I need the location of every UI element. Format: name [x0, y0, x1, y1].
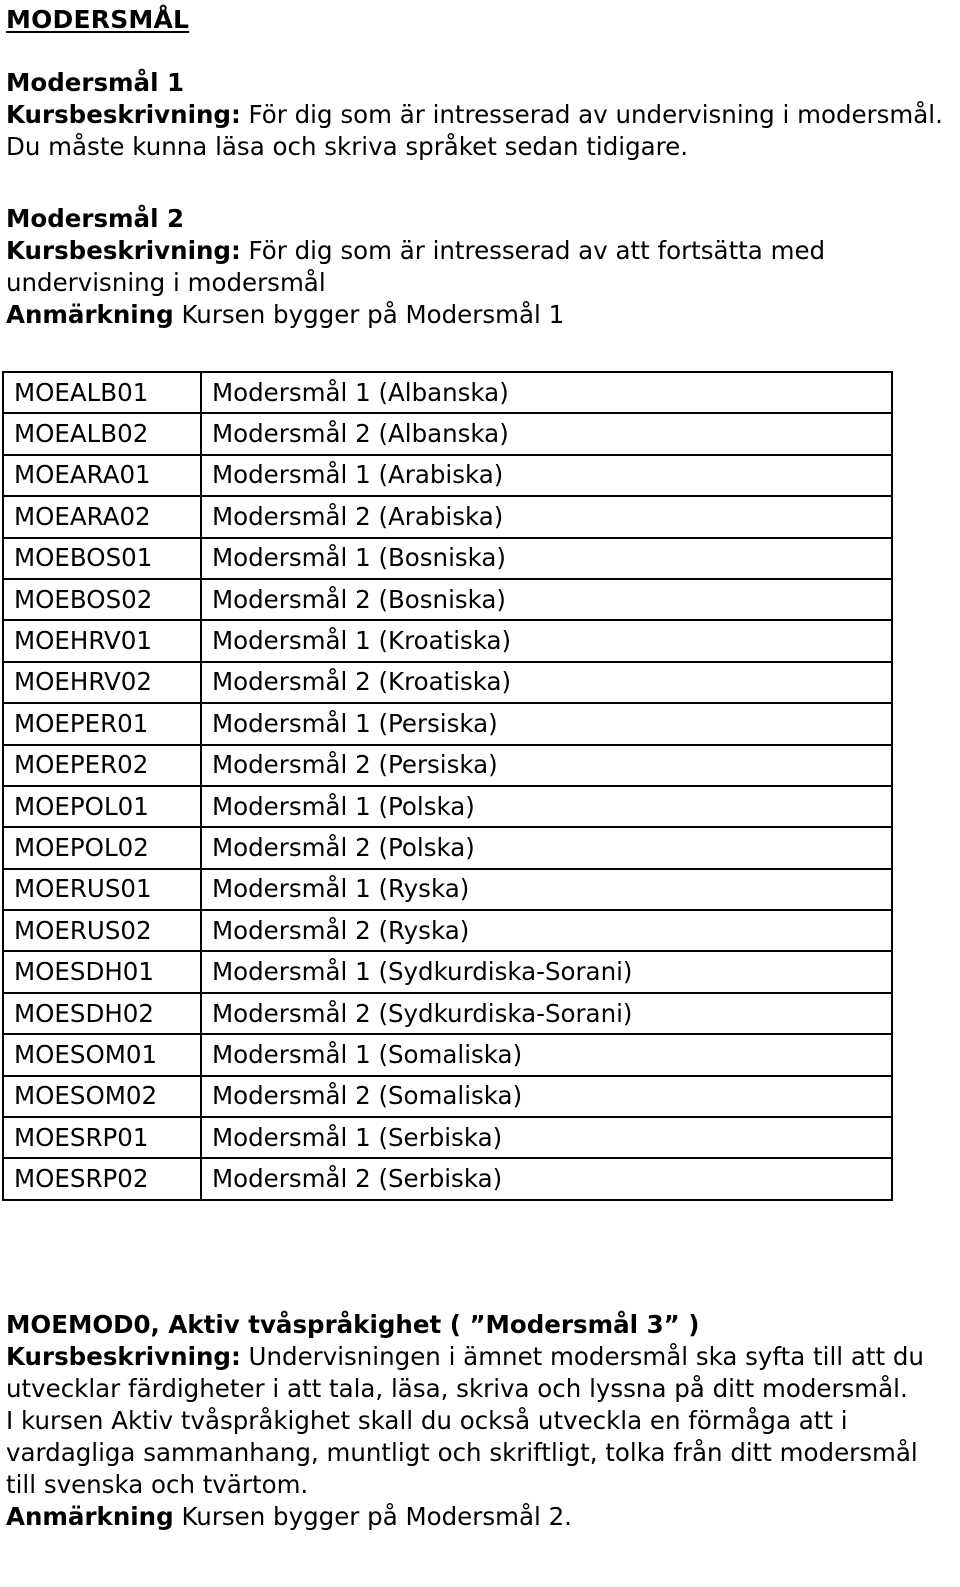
- description-label: Kursbeskrivning:: [6, 100, 241, 129]
- course-name-cell: Modersmål 1 (Kroatiska): [201, 620, 892, 661]
- description-label: Kursbeskrivning:: [6, 236, 241, 265]
- course-name-cell: Modersmål 1 (Polska): [201, 786, 892, 827]
- table-row: [3, 1158, 892, 1199]
- course-code-cell: MOEHRV01: [3, 620, 201, 661]
- table-row: [3, 951, 892, 992]
- course-name-cell: Modersmål 2 (Arabiska): [201, 496, 892, 537]
- document-title: MODERSMÅL: [6, 5, 190, 34]
- note-label: Anmärkning: [6, 300, 174, 329]
- description-text: För dig som är intresserad av att fortsätta med undervisning i modersmål: [6, 236, 826, 297]
- description-text: För dig som är intresserad av undervisning i modersmål. Du måste kunna läsa och skriva språket sedan tidigare.: [6, 100, 943, 161]
- table-row: [3, 703, 892, 744]
- course-name-cell: Modersmål 2 (Somaliska): [201, 1076, 892, 1117]
- course-code-cell: MOEBOS01: [3, 538, 201, 579]
- course-code-cell: MOEBOS02: [3, 579, 201, 620]
- table-row: [3, 496, 892, 537]
- course-name-cell: Modersmål 2 (Persiska): [201, 745, 892, 786]
- course-name-cell: Modersmål 2 (Polska): [201, 827, 892, 868]
- course-code-cell: MOESRP01: [3, 1117, 201, 1158]
- course-name-cell: Modersmål 1 (Arabiska): [201, 455, 892, 496]
- course-name-cell: Modersmål 1 (Sydkurdiska-Sorani): [201, 951, 892, 992]
- course-name-cell: Modersmål 2 (Serbiska): [201, 1158, 892, 1199]
- course-name-cell: Modersmål 1 (Ryska): [201, 869, 892, 910]
- course-code-cell: MOEPOL02: [3, 827, 201, 868]
- course-code-cell: MOEALB02: [3, 413, 201, 454]
- course-name-cell: Modersmål 2 (Ryska): [201, 910, 892, 951]
- table-row: [3, 786, 892, 827]
- table-row: [3, 372, 892, 413]
- table-row: [3, 455, 892, 496]
- course-code-cell: MOESRP02: [3, 1158, 201, 1199]
- table-row: [3, 993, 892, 1034]
- course-code-cell: MOESDH01: [3, 951, 201, 992]
- course-name-cell: Modersmål 1 (Persiska): [201, 703, 892, 744]
- course-code-cell: MOERUS02: [3, 910, 201, 951]
- table-row: [3, 745, 892, 786]
- table-row: [3, 827, 892, 868]
- course-description: [6, 99, 952, 163]
- note-label: Anmärkning: [6, 1502, 174, 1531]
- course-name-cell: Modersmål 1 (Bosniska): [201, 538, 892, 579]
- note-text: Kursen bygger på Modersmål 2.: [173, 1502, 572, 1531]
- course-name-cell: Modersmål 2 (Sydkurdiska-Sorani): [201, 993, 892, 1034]
- course-code-cell: MOESOM01: [3, 1034, 201, 1075]
- heading-modersmal-2: Modersmål 2: [6, 204, 185, 233]
- course-name-cell: Modersmål 2 (Bosniska): [201, 579, 892, 620]
- course-name-cell: Modersmål 2 (Albanska): [201, 413, 892, 454]
- section-modersmal-1: [6, 67, 952, 163]
- table-row: [3, 620, 892, 661]
- table-row: [3, 579, 892, 620]
- table-row: [3, 1117, 892, 1158]
- description-text: Undervisningen i ämnet modersmål ska syfta till att du utvecklar färdigheter i att tala, läsa, skriva och lyssna på ditt modersmål.: [6, 1342, 924, 1403]
- section-modersmal-2: [6, 203, 952, 331]
- heading-modersmal-3: MOEMOD0, Aktiv tvåspråkighet ( ”Modersmål 3” ): [6, 1310, 700, 1339]
- course-name-cell: Modersmål 1 (Serbiska): [201, 1117, 892, 1158]
- course-code-cell: MOERUS01: [3, 869, 201, 910]
- course-code-cell: MOESDH02: [3, 993, 201, 1034]
- course-code-cell: MOEPER02: [3, 745, 201, 786]
- course-table: [2, 371, 893, 1201]
- table-row: [3, 538, 892, 579]
- course-description: [6, 235, 952, 299]
- course-description: [6, 1341, 952, 1405]
- table-row: [3, 413, 892, 454]
- course-code-cell: MOEPOL01: [3, 786, 201, 827]
- table-row: [3, 1034, 892, 1075]
- course-name-cell: Modersmål 2 (Kroatiska): [201, 662, 892, 703]
- course-code-cell: MOEALB01: [3, 372, 201, 413]
- course-code-cell: MOEARA02: [3, 496, 201, 537]
- course-note: [6, 1501, 952, 1533]
- course-code-cell: MOEPER01: [3, 703, 201, 744]
- course-name-cell: Modersmål 1 (Albanska): [201, 372, 892, 413]
- heading-modersmal-1: Modersmål 1: [6, 68, 185, 97]
- course-code-cell: MOESOM02: [3, 1076, 201, 1117]
- table-row: [3, 869, 892, 910]
- table-row: [3, 662, 892, 703]
- course-extra-description: I kursen Aktiv tvåspråkighet skall du också utveckla en förmåga att i vardagliga sammanhang, muntligt och skriftligt, tolka från ditt modersmål till svenska och tvärtom.: [6, 1406, 918, 1499]
- description-label: Kursbeskrivning:: [6, 1342, 241, 1371]
- course-table-body: [3, 372, 892, 1200]
- course-note: [6, 299, 952, 331]
- table-row: [3, 910, 892, 951]
- course-code-cell: MOEHRV02: [3, 662, 201, 703]
- note-text: Kursen bygger på Modersmål 1: [173, 300, 565, 329]
- section-aktiv-tvasprakighet: [6, 1309, 952, 1533]
- table-row: [3, 1076, 892, 1117]
- course-name-cell: Modersmål 1 (Somaliska): [201, 1034, 892, 1075]
- course-code-cell: MOEARA01: [3, 455, 201, 496]
